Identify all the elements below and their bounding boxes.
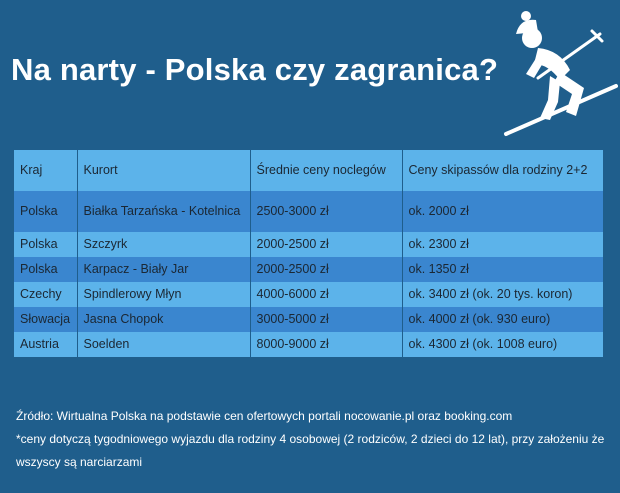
column-header-resort: Kurort [77,150,250,191]
cell-lodging-price: 8000-9000 zł [250,332,402,357]
resort-price-table [14,150,603,357]
table-row [14,191,603,232]
cell-lodging-price: 3000-5000 zł [250,307,402,332]
cell-country: Polska [14,257,77,282]
cell-resort: Jasna Chopok [77,307,250,332]
footer-notes [16,405,620,474]
table-row [14,282,603,307]
cell-lodging-price: 2500-3000 zł [250,191,402,232]
column-header-lodging-price: Średnie ceny noclegów [250,150,402,191]
cell-skipass-price: ok. 4000 zł (ok. 930 euro) [408,312,551,326]
cell-skipass-price: ok. 4300 zł (ok. 1008 euro) [408,337,558,351]
cell-country: Polska [14,232,77,257]
cell-resort: Soelden [77,332,250,357]
cell-lodging-price: 2000-2500 zł [250,257,402,282]
skier-icon [500,8,618,140]
table-row [14,332,603,357]
table-row [14,307,603,332]
cell-skipass-price: ok. 1350 zł [408,262,469,276]
cell-lodging-price: 2000-2500 zł [250,232,402,257]
cell-resort: Spindlerowy Młyn [77,282,250,307]
table-row [14,232,603,257]
footnote-line: wszyscy są narciarzami [16,455,143,469]
cell-country: Austria [14,332,77,357]
cell-resort: Białka Tarzańska - Kotelnica [77,191,250,232]
cell-skipass-price: ok. 3400 zł (ok. 20 tys. koron) [408,287,573,301]
cell-country: Czechy [14,282,77,307]
cell-country: Słowacja [14,307,77,332]
cell-resort: Karpacz - Biały Jar [77,257,250,282]
cell-resort: Szczyrk [77,232,250,257]
page-title: Na narty - Polska czy zagranica? [11,52,499,87]
cell-lodging-price: 4000-6000 zł [250,282,402,307]
cell-skipass-price: ok. 2300 zł [408,237,469,251]
column-header-country: Kraj [14,150,77,191]
column-header-skipass-price: Ceny skipassów dla rodziny 2+2 [408,163,588,177]
table-header-row [14,150,603,191]
source-note: Źródło: Wirtualna Polska na podstawie cen ofertowych portali nocowanie.pl oraz booking.com [16,409,513,423]
cell-skipass-price: ok. 2000 zł [408,204,469,218]
cell-country: Polska [14,191,77,232]
table-row [14,257,603,282]
footnote-line: *ceny dotyczą tygodniowego wyjazdu dla rodziny 4 osobowej (2 rodziców, 2 dzieci do 12 lat), przy założeniu że [16,432,605,446]
